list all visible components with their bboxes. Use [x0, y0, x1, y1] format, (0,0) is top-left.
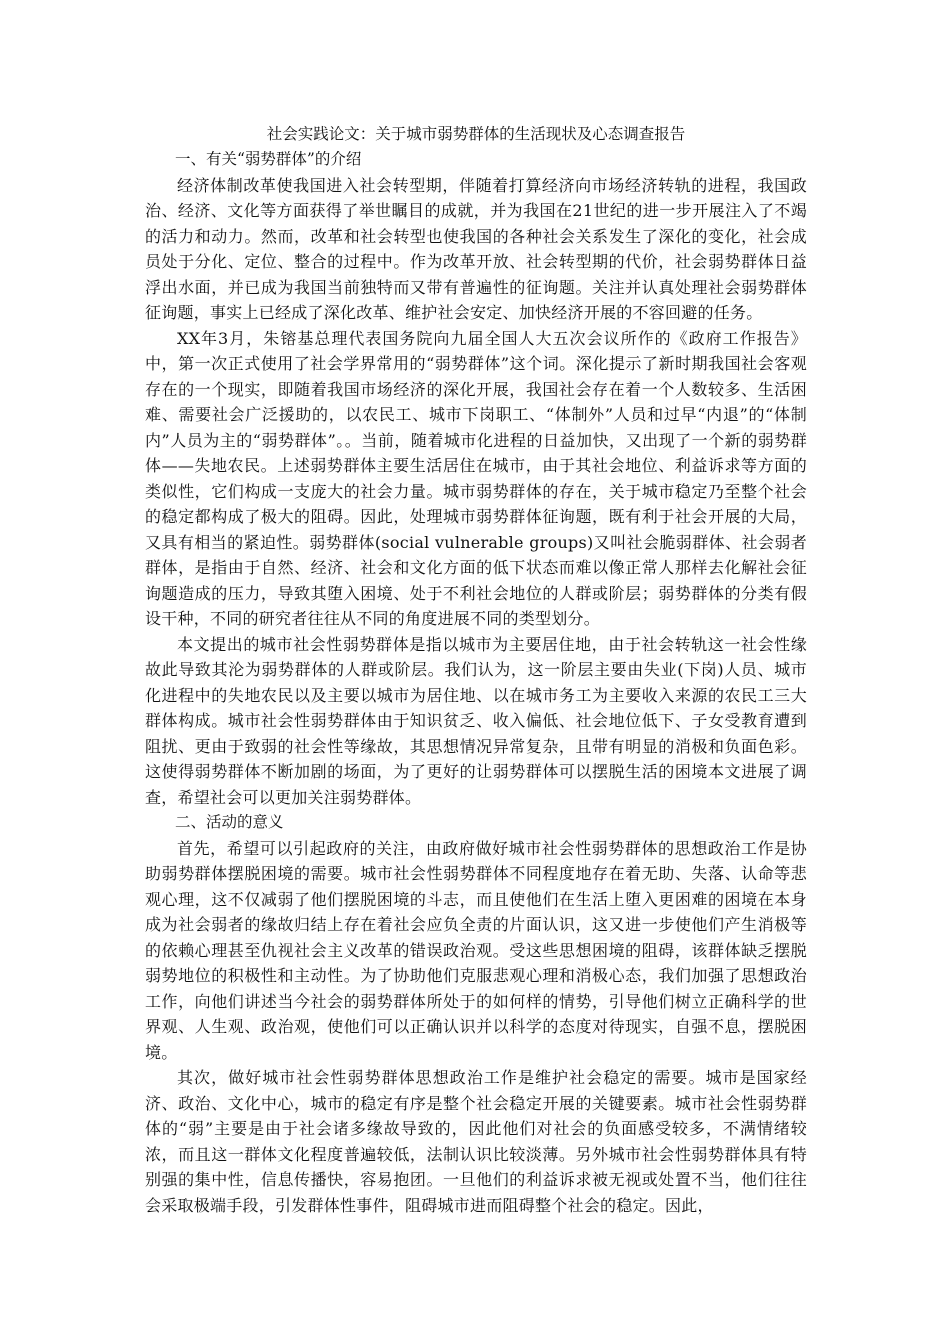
paragraph: 经济体制改革使我国进入社会转型期，伴随着打算经济向市场经济转轨的进程，我国政治、经济、文化等方面获得了举世瞩目的成就，并为我国在21世纪的进一步开展注入了不竭的活力和动力。然而，改革和社会转型也使我国的各种社会关系发生了深化的变化，社会成员处于分化、定位、整合的过程中。作为改革开放、社会转型期的代价，社会弱势群体日益浮出水面，并已成为我国当前独特而又带有普遍性的征询题。关注并认真处理社会弱势群体征询题，事实上已经成了深化改革、维护社会安定、加快经济开展的不容回避的任务。: [145, 175, 807, 322]
paragraph: XX年3月，朱镕基总理代表国务院向九届全国人大五次会议所作的《政府工作报告》中，第一次正式使用了社会学界常用的“弱势群体”这个词。深化提示了新时期我国社会客观存在的一个现实，即随着我国市场经济的深化开展，我国社会存在着一个人数较多、生活困难、需要社会广泛援助的，以农民工、城市下岗职工、“体制外”人员和过早“内退”的“体制内”人员为主的“弱势群体”。。当前，随着城市化进程的日益加快，又出现了一个新的弱势群体——失地农民。上述弱势群体主要生活居住在城市，由于其社会地位、利益诉求等方面的类似性，它们构成一支庞大的社会力量。城市弱势群体的存在，关于城市稳定乃至整个社会的稳定都构成了极大的阻碍。因此，处理城市弱势群体征询题，既有利于社会开展的大局，又具有相当的紧迫性。弱势群体(social vulnerable groups)又叫社会脆弱群体、社会弱者群体，是指由于自然、经济、社会和文化方面的低下状态而难以像正常人那样去化解社会征询题造成的压力，导致其堕入困境、处于不利社会地位的人群或阶层；弱势群体的分类有假设干种，不同的研究者往往从不同的角度进展不同的类型划分。: [145, 328, 807, 628]
paragraph: 其次，做好城市社会性弱势群体思想政治工作是维护社会稳定的需要。城市是国家经济、政治、文化中心，城市的稳定有序是整个社会稳定开展的关键要素。城市社会性弱势群体的“弱”主要是由于社会诸多缘故导致的，因此他们对社会的负面感受较多，不满情绪较浓，而且这一群体文化程度普遍较低，法制认识比较淡薄。另外城市社会性弱势群体具有特别强的集中性，信息传播快，容易抱团。一旦他们的利益诉求被无视或处置不当，他们往往会采取极端手段，引发群体性事件，阻碍城市进而阻碍整个社会的稳定。因此，: [145, 1068, 807, 1215]
section-heading-significance: 二、活动的意义: [175, 813, 284, 831]
paragraph: 首先，希望可以引起政府的关注，由政府做好城市社会性弱势群体的思想政治工作是协助弱势群体摆脱困境的需要。城市社会性弱势群体不同程度地存在着无助、失落、认命等悲观心理，这不仅减弱了他们摆脱困境的斗志，而且使他们在生活上堕入更困难的困境在本身成为社会弱者的缘故归结上存在着社会应负全责的片面认识，这又进一步使他们产生消极等的依赖心理甚至仇视社会主义改革的错误政治观。受这些思想困境的阻碍，该群体缺乏摆脱弱势地位的积极性和主动性。为了协助他们克服悲观心理和消极心态，我们加强了思想政治工作，向他们讲述当今社会的弱势群体所处于的如何样的情势，引导他们树立正确科学的世界观、人生观、政治观，使他们可以正确认识并以科学的态度对待现实，自强不息，摆脱困境。: [145, 838, 807, 1062]
section-heading-introduction: 一、有关“弱势群体”的介绍: [175, 150, 362, 168]
document-page: [145, 121, 807, 1218]
paragraph: 本文提出的城市社会性弱势群体是指以城市为主要居住地，由于社会转轨这一社会性缘故此导致其沦为弱势群体的人群或阶层。我们认为，这一阶层主要由失业(下岗)人员、城市化进程中的失地农民以及主要以城市为居住地、以在城市务工为主要收入来源的农民工三大群体构成。城市社会性弱势群体由于知识贫乏、收入偏低、社会地位低下、子女受教育遭到阻扰、更由于致弱的社会性等缘故，其思想情况异常复杂，且带有明显的消极和负面色彩。这使得弱势群体不断加剧的场面，为了更好的让弱势群体可以摆脱生活的困境本文进展了调查，希望社会可以更加关注弱势群体。: [145, 634, 807, 807]
document-title: 社会实践论文：关于城市弱势群体的生活现状及心态调查报告: [266, 125, 686, 143]
